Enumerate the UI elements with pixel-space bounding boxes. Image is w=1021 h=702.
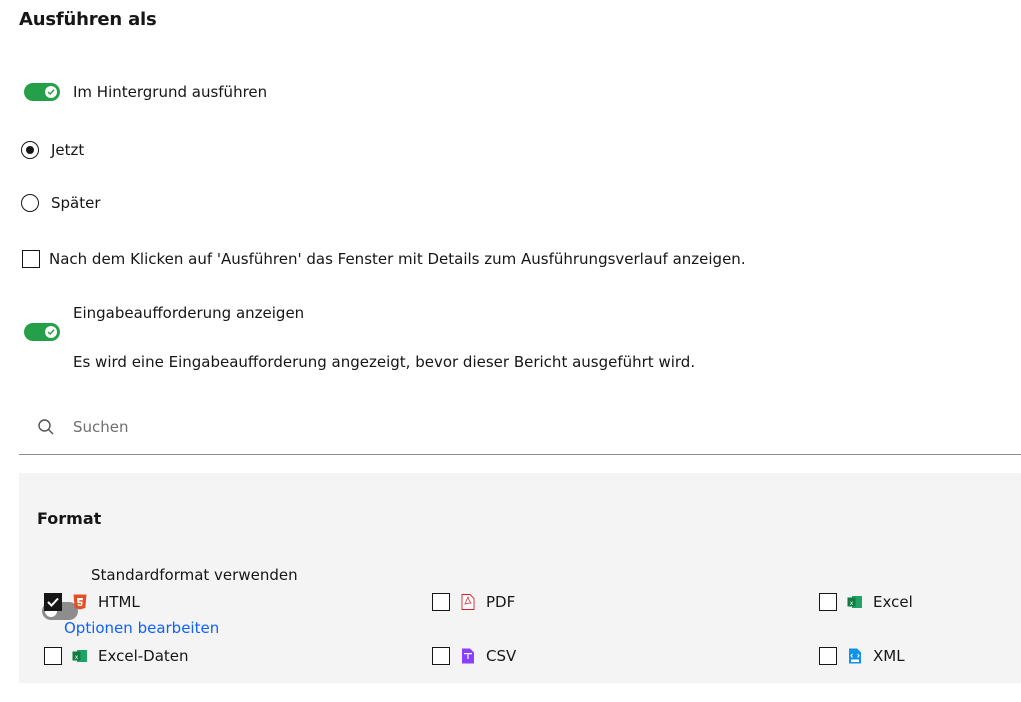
pdf-file-icon — [460, 594, 476, 610]
excel-icon — [72, 648, 88, 664]
format-label-pdf: PDF — [486, 593, 516, 611]
radio-now-label: Jetzt — [51, 141, 85, 159]
format-checkbox-excel-data[interactable] — [44, 647, 62, 665]
format-label-excel-data: Excel-Daten — [98, 647, 189, 665]
radio-selected-dot — [26, 146, 34, 154]
check-icon — [45, 326, 57, 338]
prompt-toggle[interactable] — [24, 323, 60, 341]
format-label-excel: Excel — [873, 593, 913, 611]
search-icon — [37, 418, 55, 436]
format-title: Format — [37, 509, 102, 528]
svg-text:x: x — [849, 599, 854, 607]
search-input[interactable]: Suchen — [73, 418, 129, 436]
radio-now[interactable] — [21, 141, 39, 159]
format-label-xml: XML — [873, 647, 905, 665]
background-toggle[interactable] — [24, 83, 60, 101]
default-format-label: Standardformat verwenden — [91, 566, 298, 584]
details-checkbox-label: Nach dem Klicken auf 'Ausführen' das Fenster mit Details zum Ausführungsverlauf anzeigen. — [49, 250, 746, 268]
html5-icon — [72, 594, 88, 610]
search-underline — [19, 454, 1021, 455]
page-title: Ausführen als — [19, 9, 157, 30]
format-checkbox-html[interactable] — [44, 593, 62, 611]
format-checkbox-excel[interactable] — [819, 593, 837, 611]
format-label-csv: CSV — [486, 647, 517, 665]
radio-later-label: Später — [51, 194, 101, 212]
csv-file-icon — [460, 648, 476, 664]
svg-text:x: x — [74, 653, 79, 661]
background-toggle-label: Im Hintergrund ausführen — [73, 83, 268, 101]
details-checkbox[interactable] — [22, 250, 40, 268]
check-icon — [45, 86, 57, 98]
edit-options-link[interactable]: Optionen bearbeiten — [64, 619, 220, 637]
format-checkbox-xml[interactable] — [819, 647, 837, 665]
format-checkbox-csv[interactable] — [432, 647, 450, 665]
format-label-html: HTML — [98, 593, 140, 611]
prompt-toggle-label: Eingabeaufforderung anzeigen — [73, 304, 305, 322]
radio-later[interactable] — [21, 194, 39, 212]
xml-file-icon — [847, 648, 863, 664]
prompt-description: Es wird eine Eingabeaufforderung angezeigt, bevor dieser Bericht ausgeführt wird. — [73, 353, 696, 371]
format-checkbox-pdf[interactable] — [432, 593, 450, 611]
excel-icon — [847, 594, 863, 610]
checkmark-icon — [47, 597, 59, 607]
